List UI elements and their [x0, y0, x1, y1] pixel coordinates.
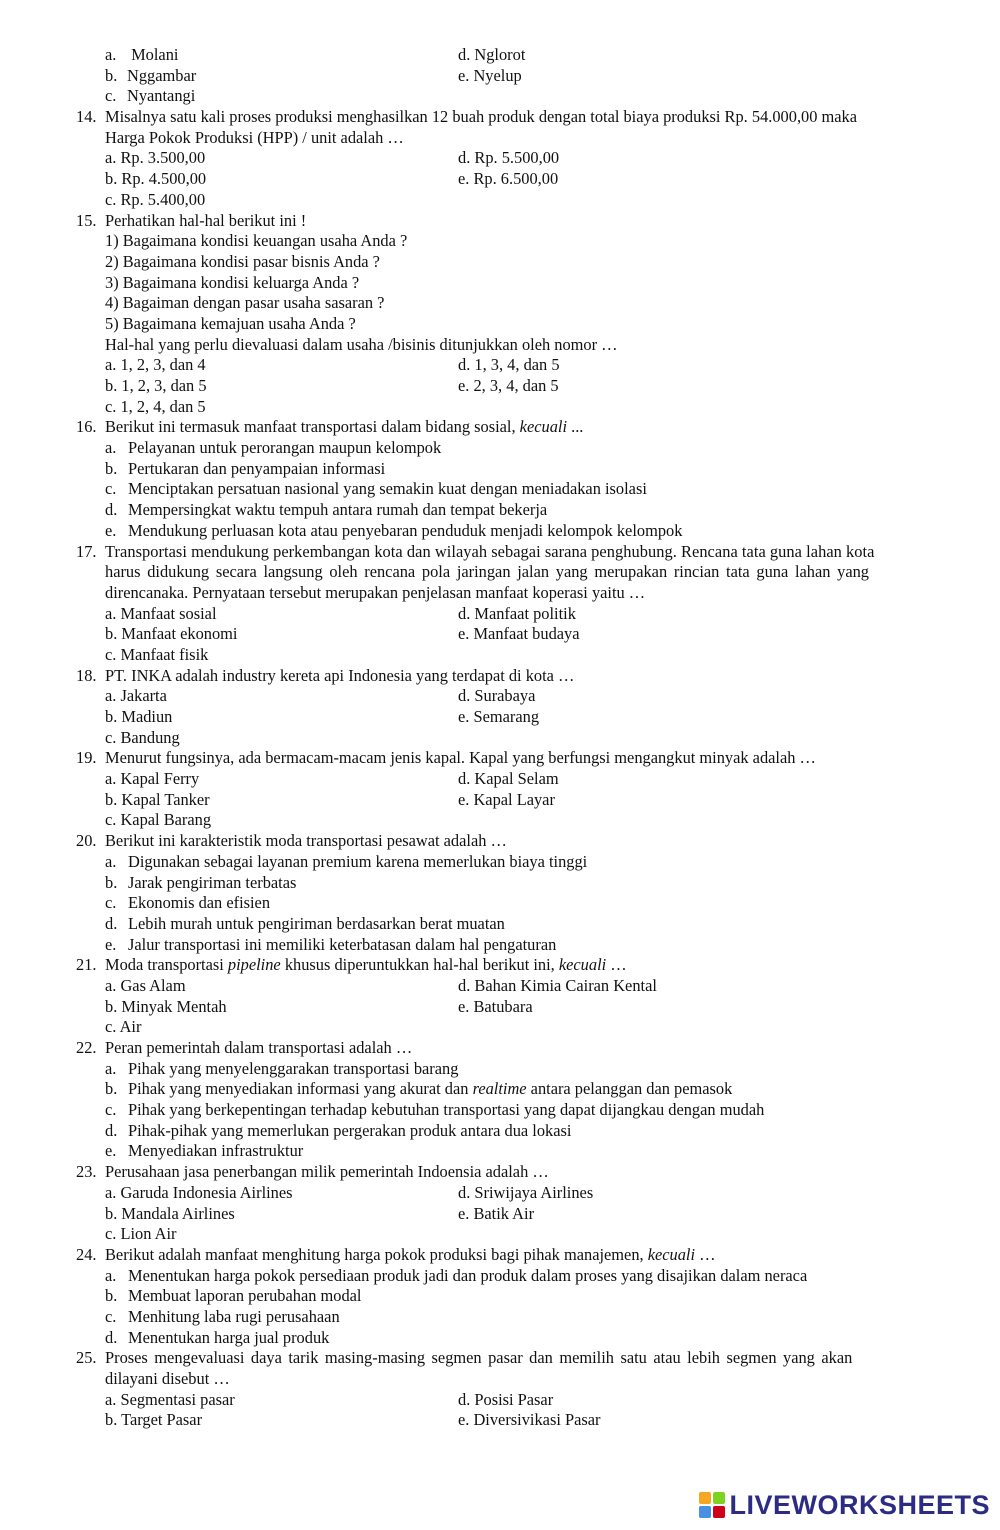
option-c[interactable]: c. Bandung — [105, 727, 180, 747]
option-letter: c. — [105, 1306, 117, 1326]
question-number: 14. — [76, 107, 97, 127]
option-text: Pihak-pihak yang memerlukan pergerakan produk antara dua lokasi — [128, 1120, 572, 1140]
option-e[interactable]: e. Rp. 6.500,00 — [458, 169, 559, 189]
option-row — [0, 86, 1000, 107]
option-d[interactable]: d. Sriwijaya Airlines — [458, 1182, 594, 1202]
text: … — [606, 955, 627, 975]
option-a[interactable] — [105, 1266, 807, 1287]
option-b[interactable]: b. Manfaat ekonomi — [105, 624, 238, 644]
option-letter: e. — [105, 1141, 117, 1161]
question-text: Transportasi mendukung perkembangan kota dan wilayah sebagai sarana penghubung. Rencana tata guna lahan kota — [105, 541, 875, 561]
mark-square — [699, 1492, 711, 1504]
option-row — [0, 1141, 1000, 1162]
option-row — [0, 355, 1000, 376]
option-row — [0, 604, 1000, 625]
option-a[interactable]: a. Rp. 3.500,00 — [105, 148, 206, 168]
numbered-item — [0, 273, 1000, 294]
question-15-line — [0, 335, 1000, 356]
option-letter: a. — [105, 851, 117, 871]
mark-square — [713, 1492, 725, 1504]
option-a[interactable]: a. Segmentasi pasar — [105, 1389, 235, 1409]
question-number: 25. — [76, 1348, 97, 1368]
option-letter: c. — [105, 1100, 117, 1120]
option-row — [0, 790, 1000, 811]
question-text: Menurut fungsinya, ada bermacam-macam jenis kapal. Kapal yang berfungsi mengangkut minyak adalah … — [105, 748, 816, 768]
question-22-line — [0, 1038, 1000, 1059]
option-letter: d. — [105, 500, 118, 520]
option-row — [0, 1079, 1000, 1100]
option-a[interactable] — [105, 1059, 458, 1080]
option-row — [0, 935, 1000, 956]
question-text — [105, 1245, 716, 1266]
text: ... — [567, 417, 584, 437]
question-number: 17. — [76, 541, 97, 561]
question-14-line — [0, 107, 1000, 128]
question-text: PT. INKA adalah industry kereta api Indonesia yang terdapat di kota … — [105, 665, 575, 685]
question-18-line — [0, 666, 1000, 687]
option-text: Ekonomis dan efisien — [128, 893, 271, 913]
option-d[interactable]: d. 1, 3, 4, dan 5 — [458, 355, 560, 375]
option-a[interactable]: a. Jakarta — [105, 686, 167, 706]
option-row — [0, 1121, 1000, 1142]
option-row — [0, 66, 1000, 87]
question-number: 20. — [76, 831, 97, 851]
numbered-item — [0, 252, 1000, 273]
question-text: direncanaka. Pernyataan tersebut merupakan penjelasan manfaat koperasi yaitu … — [105, 582, 646, 602]
question-14-line — [0, 128, 1000, 149]
item-text: 5) Bagaimana kemajuan usaha Anda ? — [105, 313, 356, 333]
text: khusus diperuntukkan hal-hal berikut ini, — [280, 955, 559, 975]
numbered-item — [0, 314, 1000, 335]
question-number: 24. — [76, 1244, 97, 1264]
option-text: antara pelanggan dan pemasok — [526, 1079, 733, 1099]
option-row — [0, 1410, 1000, 1431]
option-a[interactable]: a. Garuda Indonesia Airlines — [105, 1182, 293, 1202]
option-row — [0, 1224, 1000, 1245]
option-row — [0, 728, 1000, 749]
option-text: Menhitung laba rugi perusahaan — [128, 1306, 340, 1326]
question-number: 18. — [76, 665, 97, 685]
option-b[interactable]: b. Kapal Tanker — [105, 789, 210, 809]
option-d[interactable]: d. Surabaya — [458, 686, 536, 706]
option-b[interactable] — [105, 873, 296, 894]
option-letter: a. — [105, 438, 117, 458]
option-text: Membuat laporan perubahan modal — [128, 1286, 362, 1306]
option-row — [0, 686, 1000, 707]
option-d[interactable]: d. Kapal Selam — [458, 769, 559, 789]
option-c[interactable]: c. Manfaat fisik — [105, 644, 209, 664]
question-number: 15. — [76, 210, 97, 230]
question-text: Perhatikan hal-hal berikut ini ! — [105, 210, 307, 230]
option-text: Jalur transportasi ini memiliki keterbatasan dalam hal pengaturan — [128, 934, 557, 954]
option-row — [0, 1059, 1000, 1080]
liveworksheets-logo — [699, 1488, 990, 1522]
option-row — [0, 1183, 1000, 1204]
question-text: Harga Pokok Produksi (HPP) / unit adalah … — [105, 127, 404, 147]
option-letter: c. — [105, 479, 117, 499]
item-text: 3) Bagaimana kondisi keluarga Anda ? — [105, 272, 360, 292]
option-row — [0, 1286, 1000, 1307]
option-b[interactable] — [105, 1286, 362, 1307]
question-text — [105, 417, 583, 438]
option-d[interactable] — [105, 1328, 329, 1349]
option-c[interactable]: c. Lion Air — [105, 1224, 177, 1244]
question-25-line — [0, 1369, 1000, 1390]
question-number: 22. — [76, 1038, 97, 1057]
question-text: Hal-hal yang perlu dievaluasi dalam usaha /bisinis ditunjukkan oleh nomor … — [105, 334, 618, 354]
question-text: Perusahaan jasa penerbangan milik pemerintah Indoensia adalah … — [105, 1162, 549, 1182]
option-letter: b. — [105, 458, 118, 478]
option-text: Digunakan sebagai layanan premium karena memerlukan biaya tinggi — [128, 851, 588, 871]
option-row — [0, 810, 1000, 831]
option-a[interactable]: a. Manfaat sosial — [105, 603, 217, 623]
option-row — [0, 707, 1000, 728]
option-e[interactable]: e. 2, 3, 4, dan 5 — [458, 376, 559, 395]
question-25-line — [0, 1348, 1000, 1369]
option-d[interactable] — [105, 500, 547, 521]
option-a[interactable]: a. Molani — [105, 45, 179, 64]
text: Berikut adalah manfaat menghitung harga pokok produksi bagi pihak manajemen, — [105, 1244, 648, 1264]
option-letter: d. — [105, 913, 118, 933]
question-16-line — [0, 417, 1000, 438]
text: … — [695, 1244, 716, 1264]
option-a[interactable]: a. Kapal Ferry — [105, 769, 200, 789]
option-row — [0, 1017, 1000, 1038]
option-row — [0, 852, 1000, 873]
option-text: Lebih murah untuk pengiriman berdasarkan berat muatan — [128, 913, 505, 933]
option-text: Jarak pengiriman terbatas — [128, 872, 297, 892]
option-d[interactable]: d. Posisi Pasar — [458, 1389, 554, 1409]
option-text: Menciptakan persatuan nasional yang semakin kuat dengan meniadakan isolasi — [128, 479, 647, 499]
question-20-line — [0, 831, 1000, 852]
worksheet-page — [0, 45, 1000, 1431]
option-c[interactable] — [105, 1307, 340, 1328]
option-text: Menentukan harga jual produk — [128, 1327, 330, 1347]
option-d[interactable] — [105, 1121, 571, 1142]
option-row — [0, 1307, 1000, 1328]
question-17-line — [0, 562, 1000, 583]
option-d[interactable] — [105, 914, 505, 935]
option-row — [0, 190, 1000, 211]
question-number: 16. — [76, 417, 97, 437]
option-row — [0, 479, 1000, 500]
option-row — [0, 1266, 1000, 1287]
text: Moda transportasi — [105, 955, 228, 975]
option-letter: a. — [105, 1058, 117, 1078]
option-b[interactable]: b. Target Pasar — [105, 1410, 203, 1430]
option-row — [0, 976, 1000, 997]
emphasis: pipeline — [227, 955, 281, 975]
question-21-line — [0, 955, 1000, 976]
option-d[interactable]: d. Rp. 5.500,00 — [458, 148, 560, 168]
option-c[interactable]: c. Rp. 5.400,00 — [105, 189, 206, 209]
option-d[interactable]: d. Bahan Kimia Cairan Kental — [458, 975, 657, 995]
option-b[interactable] — [105, 1079, 732, 1100]
option-e[interactable]: e. Nyelup — [458, 65, 522, 85]
option-row — [0, 459, 1000, 480]
numbered-item — [0, 293, 1000, 314]
option-d[interactable]: d. Nglorot — [458, 45, 526, 64]
option-row — [0, 1204, 1000, 1225]
question-text: Peran pemerintah dalam transportasi adalah … — [105, 1038, 413, 1057]
brand-wordmark: LIVEWORKSHEETS — [729, 1489, 990, 1520]
option-e[interactable]: e. Manfaat budaya — [458, 624, 580, 644]
option-text: Mendukung perluasan kota atau penyebaran penduduk menjadi kelompok kelompok — [128, 520, 683, 540]
option-text: Pelayanan untuk perorangan maupun kelompok — [128, 438, 442, 458]
option-letter: a. — [105, 1265, 117, 1285]
question-23-line — [0, 1162, 1000, 1183]
option-letter: b. — [105, 1286, 118, 1306]
option-row — [0, 169, 1000, 190]
question-text: Proses mengevaluasi daya tarik masing-masing segmen pasar dan memilih satu atau lebih segmen yang akan — [105, 1348, 853, 1368]
question-17-line — [0, 542, 1000, 563]
question-text: Berikut ini karakteristik moda transportasi pesawat adalah … — [105, 831, 507, 851]
option-row — [0, 45, 1000, 66]
option-letter: b. — [105, 1079, 118, 1099]
mark-square — [713, 1506, 725, 1518]
option-row — [0, 397, 1000, 418]
mark-square — [699, 1506, 711, 1518]
emphasis: kecuali — [647, 1244, 696, 1264]
option-row — [0, 148, 1000, 169]
option-row — [0, 1328, 1000, 1349]
option-a[interactable] — [105, 438, 441, 459]
question-19-line — [0, 748, 1000, 769]
option-a[interactable]: a. 1, 2, 3, dan 4 — [105, 355, 206, 375]
option-row — [0, 997, 1000, 1018]
question-text — [105, 955, 627, 976]
question-number: 21. — [76, 955, 97, 975]
question-number: 19. — [76, 748, 97, 768]
option-c[interactable]: c. Nyantangi — [105, 86, 196, 106]
option-b[interactable]: b. Madiun — [105, 707, 173, 726]
option-letter: c. — [105, 893, 117, 913]
option-b[interactable]: b. 1, 2, 3, dan 5 — [105, 376, 207, 395]
option-c[interactable] — [105, 479, 647, 500]
item-text: 4) Bagaiman dengan pasar usaha sasaran ? — [105, 293, 385, 313]
option-c[interactable]: c. Kapal Barang — [105, 810, 212, 830]
emphasis: kecuali — [519, 417, 567, 437]
option-letter: d. — [105, 1120, 118, 1140]
numbered-item — [0, 231, 1000, 252]
option-text: Pihak yang berkepentingan terhadap kebutuhan transportasi yang dapat dijangkau dengan mudah — [128, 1100, 765, 1120]
option-b[interactable]: b. Mandala Airlines — [105, 1203, 235, 1223]
question-24-line — [0, 1245, 1000, 1266]
option-b[interactable]: b. Minyak Mentah — [105, 996, 227, 1016]
option-row — [0, 624, 1000, 645]
option-row — [0, 769, 1000, 790]
option-e[interactable] — [105, 1141, 303, 1162]
option-row — [0, 914, 1000, 935]
item-text: 2) Bagaimana kondisi pasar bisnis Anda ? — [105, 251, 380, 271]
option-a[interactable]: a. Gas Alam — [105, 975, 186, 995]
option-row — [0, 521, 1000, 542]
item-text: 1) Bagaimana kondisi keuangan usaha Anda ? — [105, 231, 408, 251]
question-text: Misalnya satu kali proses produksi menghasilkan 12 buah produk dengan total biaya produksi Rp. 54.000,00 maka — [105, 107, 858, 127]
question-15-line — [0, 211, 1000, 232]
liveworksheets-mark-icon — [699, 1492, 725, 1518]
option-row — [0, 645, 1000, 666]
option-row — [0, 893, 1000, 914]
question-number: 23. — [76, 1162, 97, 1182]
option-d[interactable]: d. Manfaat politik — [458, 603, 576, 623]
option-c[interactable] — [105, 893, 270, 914]
emphasis: kecuali — [558, 955, 607, 975]
option-b[interactable]: b. Rp. 4.500,00 — [105, 169, 207, 189]
option-e[interactable] — [105, 521, 682, 542]
option-text: Pihak yang menyediakan informasi yang akurat dan — [128, 1079, 473, 1099]
option-b[interactable]: b. Nggambar — [105, 65, 197, 85]
option-b[interactable] — [105, 459, 385, 480]
option-text: Menyediakan infrastruktur — [128, 1141, 304, 1161]
question-text: dilayani disebut … — [105, 1369, 230, 1388]
option-text: Pertukaran dan penyampaian informasi — [128, 458, 386, 478]
option-letter: e. — [105, 934, 117, 954]
option-text: Pihak yang menyelenggarakan transportasi barang — [128, 1058, 459, 1078]
option-text: Mempersingkat waktu tempuh antara rumah dan tempat bekerja — [128, 500, 548, 520]
option-e[interactable]: e. Batik Air — [458, 1203, 535, 1223]
option-row — [0, 376, 1000, 397]
option-row — [0, 1100, 1000, 1121]
option-letter: d. — [105, 1327, 118, 1347]
option-e[interactable]: e. Kapal Layar — [458, 789, 555, 809]
option-row — [0, 1390, 1000, 1411]
option-e[interactable]: e. Semarang — [458, 707, 540, 726]
option-c[interactable]: c. 1, 2, 4, dan 5 — [105, 396, 206, 416]
option-c[interactable]: c. Air — [105, 1017, 142, 1037]
text: Berikut ini termasuk manfaat transportasi dalam bidang sosial, — [105, 417, 520, 437]
option-row — [0, 438, 1000, 459]
emphasis: realtime — [472, 1079, 527, 1099]
question-17-line — [0, 583, 1000, 604]
question-text: harus didukung secara langsung oleh rencana pola jaringan jalan yang merupakan rincian tata guna lahan yang — [105, 562, 870, 582]
option-e[interactable] — [105, 935, 556, 956]
option-e[interactable]: e. Diversivikasi Pasar — [458, 1410, 601, 1430]
option-c[interactable] — [105, 1100, 764, 1121]
option-row — [0, 873, 1000, 894]
option-a[interactable] — [105, 852, 587, 873]
option-text: Menentukan harga pokok persediaan produk jadi dan produk dalam proses yang disajikan dalam neraca — [128, 1265, 808, 1285]
option-letter: b. — [105, 872, 118, 892]
option-row — [0, 500, 1000, 521]
option-letter: e. — [105, 520, 117, 540]
option-e[interactable]: e. Batubara — [458, 996, 533, 1016]
